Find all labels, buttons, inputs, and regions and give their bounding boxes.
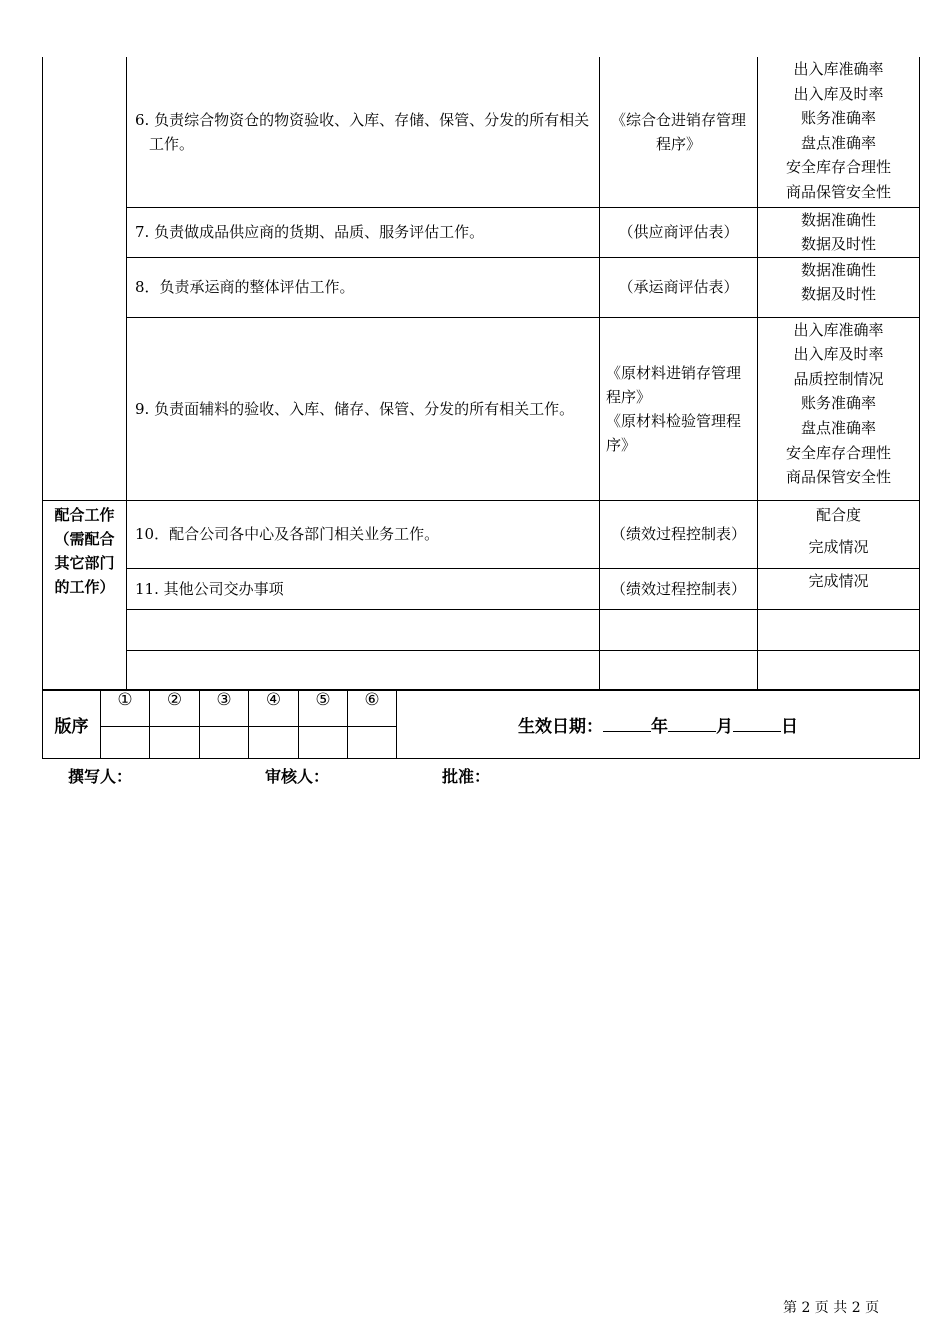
- duty-kpis: [758, 568, 920, 609]
- day-blank: [733, 717, 781, 732]
- effective-date-label: 生效日期：: [518, 716, 603, 737]
- category-cell-main: [43, 57, 127, 500]
- kpi-item: 盘点准确率: [800, 419, 876, 438]
- document-line: 《原材料检验管理程序》: [606, 411, 742, 454]
- kpi-item: 出入库准确率: [793, 60, 884, 78]
- duty-document: 《综合仓进销存管理程序》: [600, 57, 758, 207]
- document-line: 《原材料进销存管理程序》: [606, 363, 742, 406]
- duty-document: （供应商评估表）: [600, 207, 758, 257]
- duty-document: （绩效过程控制表）: [600, 568, 758, 609]
- kpi-item: 配合度: [815, 505, 861, 524]
- version-cell: [200, 727, 249, 759]
- version-number: ①: [101, 690, 150, 727]
- version-number: ⑥: [348, 690, 397, 727]
- version-cell: [299, 727, 348, 759]
- table-row: [43, 500, 920, 568]
- duty-text: 9. 负责面辅料的验收、入库、储存、保管、分发的所有相关工作。: [127, 317, 600, 500]
- version-number: ⑤: [299, 690, 348, 727]
- duty-kpis: [758, 257, 920, 317]
- version-cell: [348, 727, 397, 759]
- duty-kpis: [758, 57, 920, 207]
- version-label: 版序: [43, 690, 101, 759]
- kpi-item: 出入库准确率: [793, 320, 884, 339]
- empty-cell: [600, 650, 758, 690]
- year-label: 年: [651, 716, 668, 737]
- kpi-item: 安全库存合理性: [785, 158, 891, 177]
- writer-label: 撰写人：: [68, 767, 133, 786]
- duty-text: 8．负责承运商的整体评估工作。: [127, 257, 600, 317]
- year-blank: [603, 717, 651, 732]
- approver-label: 批准：: [442, 767, 491, 786]
- kpi-item: 账务准确率: [800, 394, 876, 413]
- kpi-item: 出入库及时率: [793, 84, 884, 103]
- duty-text: 7. 负责做成品供应商的货期、品质、服务评估工作。: [127, 207, 600, 257]
- table-row: [43, 57, 920, 207]
- kpi-item: 盘点准确率: [800, 133, 876, 152]
- kpi-item: 数据及时性: [800, 285, 876, 304]
- table-row: [43, 609, 920, 650]
- duty-document: （承运商评估表）: [600, 257, 758, 317]
- day-label: 日: [781, 716, 798, 737]
- version-cell: [249, 727, 299, 759]
- empty-cell: [758, 609, 920, 650]
- duty-document: [600, 317, 758, 500]
- duty-kpis: [758, 317, 920, 500]
- kpi-item: 数据准确性: [800, 260, 876, 279]
- table-row: [43, 650, 920, 690]
- month-label: 月: [716, 716, 733, 737]
- empty-cell: [600, 609, 758, 650]
- duty-text: 6. 负责综合物资仓的物资验收、入库、存储、保管、分发的所有相关工作。: [127, 57, 600, 207]
- reviewer-label: 审核人：: [265, 767, 330, 786]
- version-number: ④: [249, 690, 299, 727]
- empty-cell: [127, 609, 600, 650]
- kpi-item: 数据及时性: [800, 235, 876, 254]
- kpi-item: 品质控制情况: [793, 369, 884, 388]
- kpi-item: 商品保管安全性: [785, 182, 891, 201]
- empty-cell: [127, 650, 600, 690]
- version-cell: [150, 727, 200, 759]
- table-row: [43, 317, 920, 500]
- empty-cell: [758, 650, 920, 690]
- effective-date: [397, 690, 920, 759]
- kpi-item: 安全库存合理性: [785, 443, 891, 462]
- month-blank: [668, 717, 716, 732]
- duty-text: 11. 其他公司交办事项: [127, 568, 600, 609]
- version-table: [42, 689, 920, 759]
- kpi-item: 账务准确率: [800, 109, 876, 128]
- duty-kpis: [758, 207, 920, 257]
- duty-kpis: [758, 500, 920, 568]
- version-number: ③: [200, 690, 249, 727]
- table-row: [43, 207, 920, 257]
- page-footer: 第 2 页 共 2 页: [783, 1300, 880, 1316]
- kpi-item: 商品保管安全性: [785, 468, 891, 487]
- duty-document: （绩效过程控制表）: [600, 500, 758, 568]
- duties-table: [42, 57, 920, 691]
- kpi-item: 完成情况: [808, 571, 869, 590]
- table-row: [43, 257, 920, 317]
- category-cooperation: 配合工作（需配合其它部门的工作）: [43, 500, 127, 690]
- table-row: [43, 568, 920, 609]
- kpi-item: 完成情况: [808, 538, 869, 557]
- version-cell: [101, 727, 150, 759]
- kpi-item: 出入库及时率: [793, 345, 884, 364]
- version-number: ②: [150, 690, 200, 727]
- duty-text: 10．配合公司各中心及各部门相关业务工作。: [127, 500, 600, 568]
- kpi-item: 数据准确性: [800, 210, 876, 229]
